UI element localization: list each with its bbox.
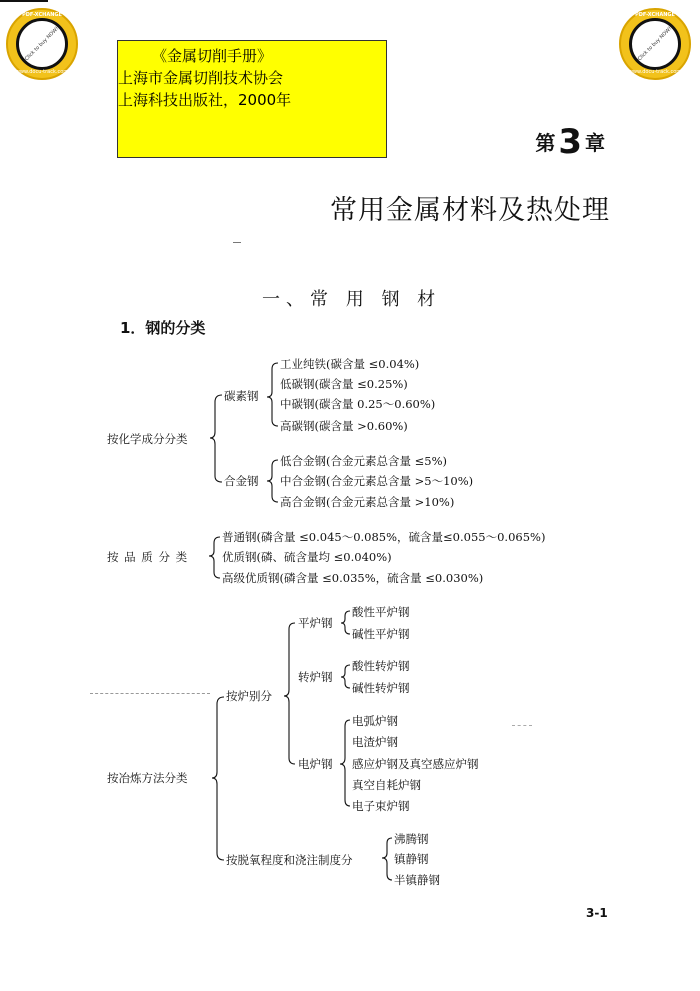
badge-ring-bottom: www.docu-track.com — [628, 69, 682, 75]
carbon-item: 中碳钢(碳含量 0.25～0.60%) — [280, 397, 436, 411]
subsection-heading: 1．钢的分类 — [120, 319, 206, 337]
alloy-item: 高合金钢(合金元素总含量 >10%) — [280, 495, 455, 509]
label-deoxidation: 按脱氧程度和浇注制度分 — [226, 853, 353, 867]
label-carbon-steel: 碳素钢 — [224, 389, 259, 403]
label-smelt-class: 按冶炼方法分类 — [107, 771, 188, 785]
label-alloy-steel: 合金钢 — [224, 474, 259, 488]
brace-open-hearth — [341, 611, 350, 634]
badge-center-text: Click to buy NOW! — [636, 25, 674, 63]
converter-item: 碱性转炉钢 — [352, 681, 410, 695]
scan-artifact — [512, 725, 532, 726]
quality-item: 高级优质钢(磷含量 ≤0.035%，硫含量 ≤0.030%) — [222, 571, 484, 585]
label-open-hearth: 平炉钢 — [298, 616, 333, 630]
carbon-item: 高碳钢(碳含量 >0.60%) — [280, 419, 408, 433]
chapter-suffix: 章 — [585, 131, 605, 155]
deox-item: 镇静钢 — [394, 852, 429, 866]
electric-item: 电渣炉钢 — [352, 735, 398, 749]
electric-item: 感应炉钢及真空感应炉钢 — [352, 757, 479, 771]
carbon-item: 低碳钢(碳含量 ≤0.25%) — [280, 377, 408, 391]
converter-item: 酸性转炉钢 — [352, 659, 410, 673]
deox-item: 半镇静钢 — [394, 873, 440, 887]
brace-chem — [210, 395, 222, 482]
badge-ring-top: PDF-XCHANGE — [635, 12, 675, 18]
brace-electric — [340, 720, 350, 806]
scan-artifact — [90, 693, 210, 694]
brace-converter — [341, 665, 350, 688]
brace-smelt — [212, 697, 224, 860]
note-publisher: 上海科技出版社，2000年 — [118, 91, 292, 109]
carbon-item: 工业纯铁(碳含量 ≤0.04%) — [280, 357, 420, 371]
badge-center-text: Click to buy NOW! — [23, 25, 61, 63]
note-author: 上海市金属切削技术协会 — [118, 69, 284, 87]
note-book-title: 《金属切削手册》 — [152, 47, 273, 65]
badge-ring-top: PDF-XCHANGE — [22, 12, 62, 18]
brace-deox — [382, 838, 392, 880]
chapter-number: 3 — [558, 122, 582, 162]
chapter-title: 常用金属材料及热处理 — [330, 195, 610, 226]
brace-quality — [209, 537, 220, 578]
badge-ring-bottom: www.docu-track.com — [15, 69, 69, 75]
electric-item: 电弧炉钢 — [352, 714, 398, 728]
quality-item: 优质钢(磷、硫含量均 ≤0.040%) — [222, 550, 392, 564]
electric-item: 电子束炉钢 — [352, 799, 410, 813]
page-number: 3-1 — [586, 906, 608, 920]
brace-alloy — [267, 460, 278, 502]
chapter-prefix: 第 — [535, 131, 556, 155]
section-heading: 一、常 用 钢 材 — [262, 289, 442, 310]
open-hearth-item: 碱性平炉钢 — [352, 627, 410, 641]
label-furnace-type: 按炉别分 — [226, 689, 272, 703]
label-chem-class: 按化学成分分类 — [107, 432, 188, 446]
label-quality-class: 按 品 质 分 类 — [107, 550, 189, 564]
label-electric: 电炉钢 — [298, 757, 333, 771]
alloy-item: 低合金钢(合金元素总含量 ≤5%) — [280, 454, 448, 468]
open-hearth-item: 酸性平炉钢 — [352, 605, 410, 619]
electric-item: 真空自耗炉钢 — [352, 778, 421, 792]
deox-item: 沸腾钢 — [394, 832, 429, 846]
alloy-item: 中合金钢(合金元素总含量 >5～10%) — [280, 474, 474, 488]
brace-carbon — [267, 363, 278, 426]
label-converter: 转炉钢 — [298, 670, 333, 684]
brace-furnace — [284, 623, 295, 764]
quality-item: 普通钢(磷含量 ≤0.045～0.085%，硫含量≤0.055～0.065%) — [222, 530, 546, 544]
